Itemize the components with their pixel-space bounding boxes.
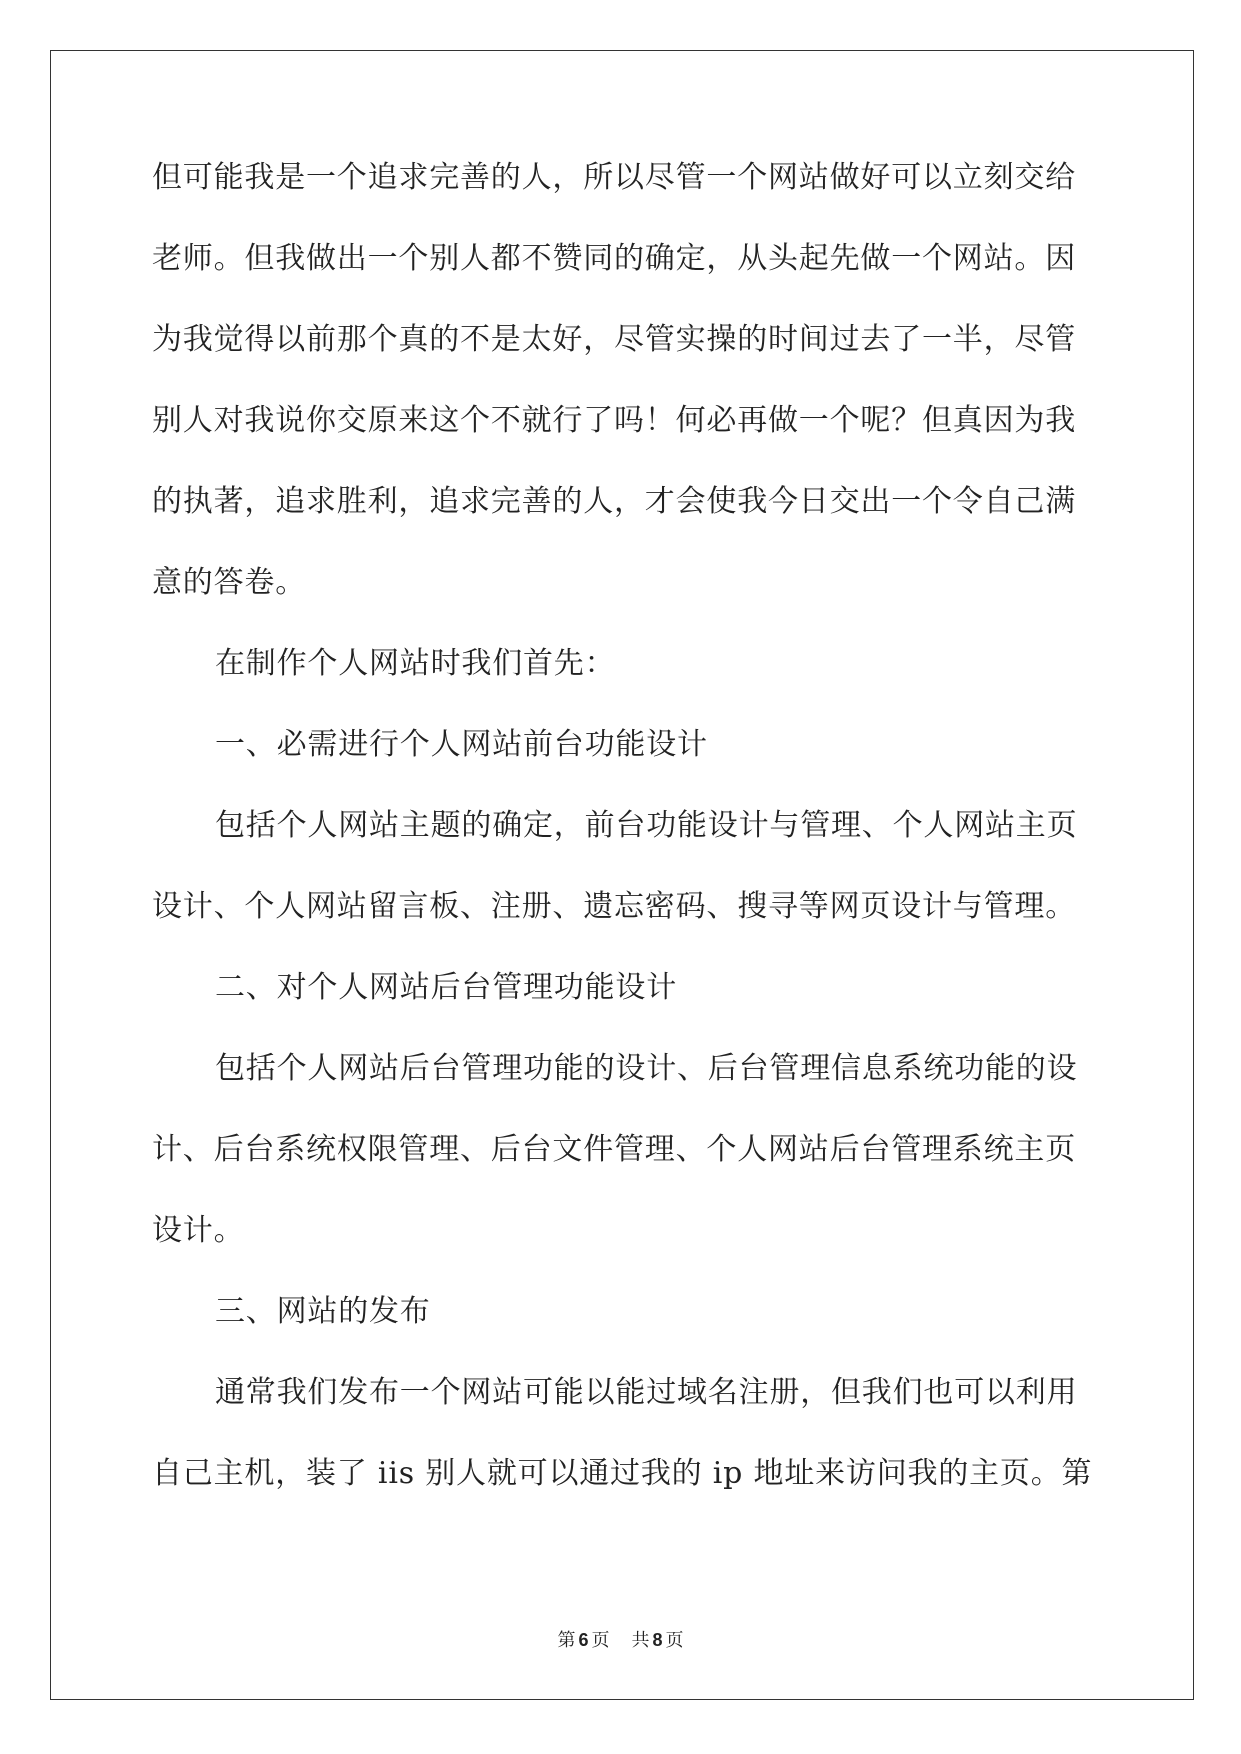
paragraph-line: 包括个人网站后台管理功能的设计、后台管理信息系统功能的设 <box>215 1051 1078 1086</box>
total-suffix: 页 <box>665 1630 684 1651</box>
document-body <box>152 158 1092 1535</box>
paragraph-line: 通常我们发布一个网站可能以能过域名注册，但我们也可以利用 <box>215 1375 1078 1410</box>
text-line: 设计。 <box>152 1213 245 1248</box>
text-line: 老师。但我做出一个别人都不赞同的确定，从头起先做一个网站。因 <box>152 241 1076 276</box>
text-line: 设计、个人网站留言板、注册、遗忘密码、搜寻等网页设计与管理。 <box>152 889 1076 924</box>
page-number: 6 <box>578 1630 589 1650</box>
page-prefix: 第 <box>557 1630 576 1651</box>
paragraph-line: 在制作个人网站时我们首先： <box>215 646 616 681</box>
page-footer <box>0 1626 1241 1652</box>
text-line: 但可能我是一个追求完善的人，所以尽管一个网站做好可以立刻交给 <box>152 160 1076 195</box>
total-pages: 8 <box>652 1630 663 1650</box>
total-prefix: 共 <box>631 1630 650 1651</box>
section-heading: 一、必需进行个人网站前台功能设计 <box>215 727 708 762</box>
section-heading: 三、网站的发布 <box>215 1294 431 1329</box>
text-line: 的执著，追求胜利，追求完善的人，才会使我今日交出一个令自己满 <box>152 484 1076 519</box>
text-line: 意的答卷。 <box>152 565 306 600</box>
text-line: 为我觉得以前那个真的不是太好，尽管实操的时间过去了一半，尽管 <box>152 322 1076 357</box>
section-heading: 二、对个人网站后台管理功能设计 <box>215 970 677 1005</box>
paragraph-line: 包括个人网站主题的确定，前台功能设计与管理、个人网站主页 <box>215 808 1078 843</box>
text-line: 计、后台系统权限管理、后台文件管理、个人网站后台管理系统主页 <box>152 1132 1076 1167</box>
page-suffix: 页 <box>591 1630 610 1651</box>
text-line: 自己主机，装了 iis 别人就可以通过我的 ip 地址来访问我的主页。第 <box>152 1456 1093 1491</box>
text-line: 别人对我说你交原来这个不就行了吗！何必再做一个呢？但真因为我 <box>152 403 1076 438</box>
